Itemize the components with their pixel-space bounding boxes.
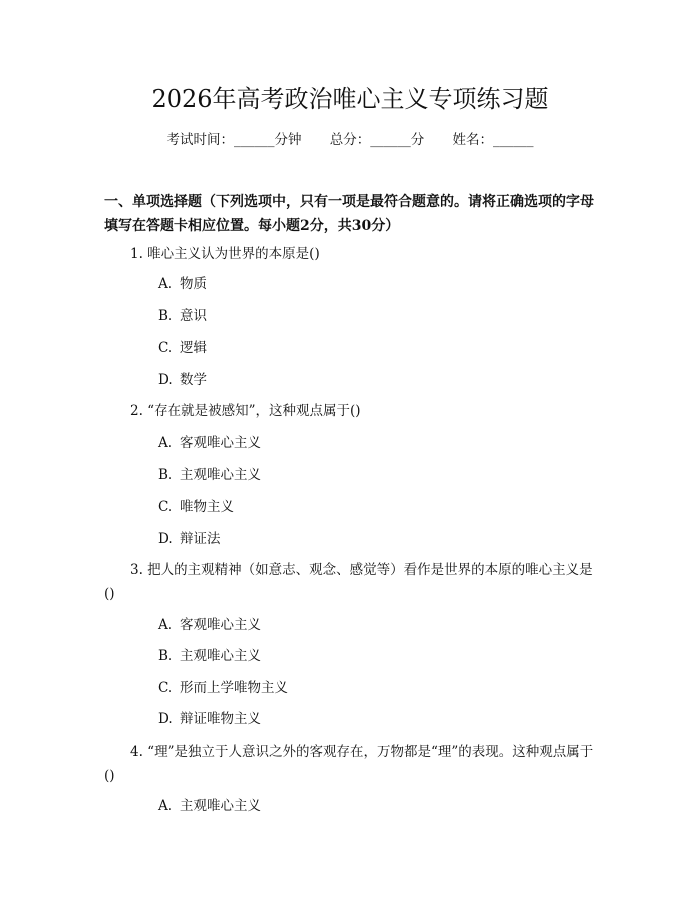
option <box>158 464 261 486</box>
option <box>158 614 261 636</box>
option <box>158 273 207 295</box>
student-name: 姓名：______ <box>452 132 534 148</box>
option-letter: B. <box>158 467 173 483</box>
option-letter: D. <box>158 711 173 727</box>
option-text: 辩证唯物主义 <box>180 711 261 727</box>
option-text: 主观唯心主义 <box>180 798 261 814</box>
option-letter: C. <box>158 340 173 356</box>
option-letter: A. <box>158 276 173 292</box>
option-text: 形而上学唯物主义 <box>180 680 288 696</box>
option-letter: A. <box>158 798 173 814</box>
option-text: 主观唯心主义 <box>180 648 261 664</box>
option-text: 唯物主义 <box>180 499 234 515</box>
question-1: 1. 唯心主义认为世界的本原是() <box>130 246 320 262</box>
option-text: 客观唯心主义 <box>180 617 261 633</box>
option-letter: D. <box>158 372 173 388</box>
question-2: 2. “存在就是被感知”，这种观点属于() <box>130 403 361 419</box>
option <box>158 708 261 730</box>
option <box>158 432 261 454</box>
option-text: 辩证法 <box>180 531 221 547</box>
option-text: 数学 <box>180 372 207 388</box>
option <box>158 795 261 817</box>
section-heading: 一、单项选择题（下列选项中，只有一项是最符合题意的。请将正确选项的字母填写在答题卡相应位置。每小题2分，共30分） <box>104 194 594 234</box>
option <box>158 496 234 518</box>
option-text: 物质 <box>180 276 207 292</box>
option-text: 主观唯心主义 <box>180 467 261 483</box>
exam-time: 考试时间：______分钟 <box>166 132 302 148</box>
option-letter: D. <box>158 531 173 547</box>
option <box>158 337 207 359</box>
option-letter: A. <box>158 617 173 633</box>
question-3: 3. 把人的主观精神（如意志、观念、感觉等）看作是世界的本原的唯心主义是() <box>104 562 593 602</box>
question-4: 4. “理”是独立于人意识之外的客观存在，万物都是“理”的表现。这种观点属于() <box>104 744 594 784</box>
option-letter: A. <box>158 435 173 451</box>
option-text: 逻辑 <box>180 340 207 356</box>
option-letter: B. <box>158 308 173 324</box>
exam-info <box>0 130 700 150</box>
document-title: 2026年高考政治唯心主义专项练习题 <box>151 85 549 113</box>
option-text: 意识 <box>180 308 207 324</box>
option <box>158 677 288 699</box>
option-text: 客观唯心主义 <box>180 435 261 451</box>
option-letter: B. <box>158 648 173 664</box>
option <box>158 528 221 550</box>
option <box>158 369 207 391</box>
option-letter: C. <box>158 499 173 515</box>
option <box>158 305 207 327</box>
option <box>158 645 261 667</box>
option-letter: C. <box>158 680 173 696</box>
exam-score: 总分：______分 <box>329 132 425 148</box>
